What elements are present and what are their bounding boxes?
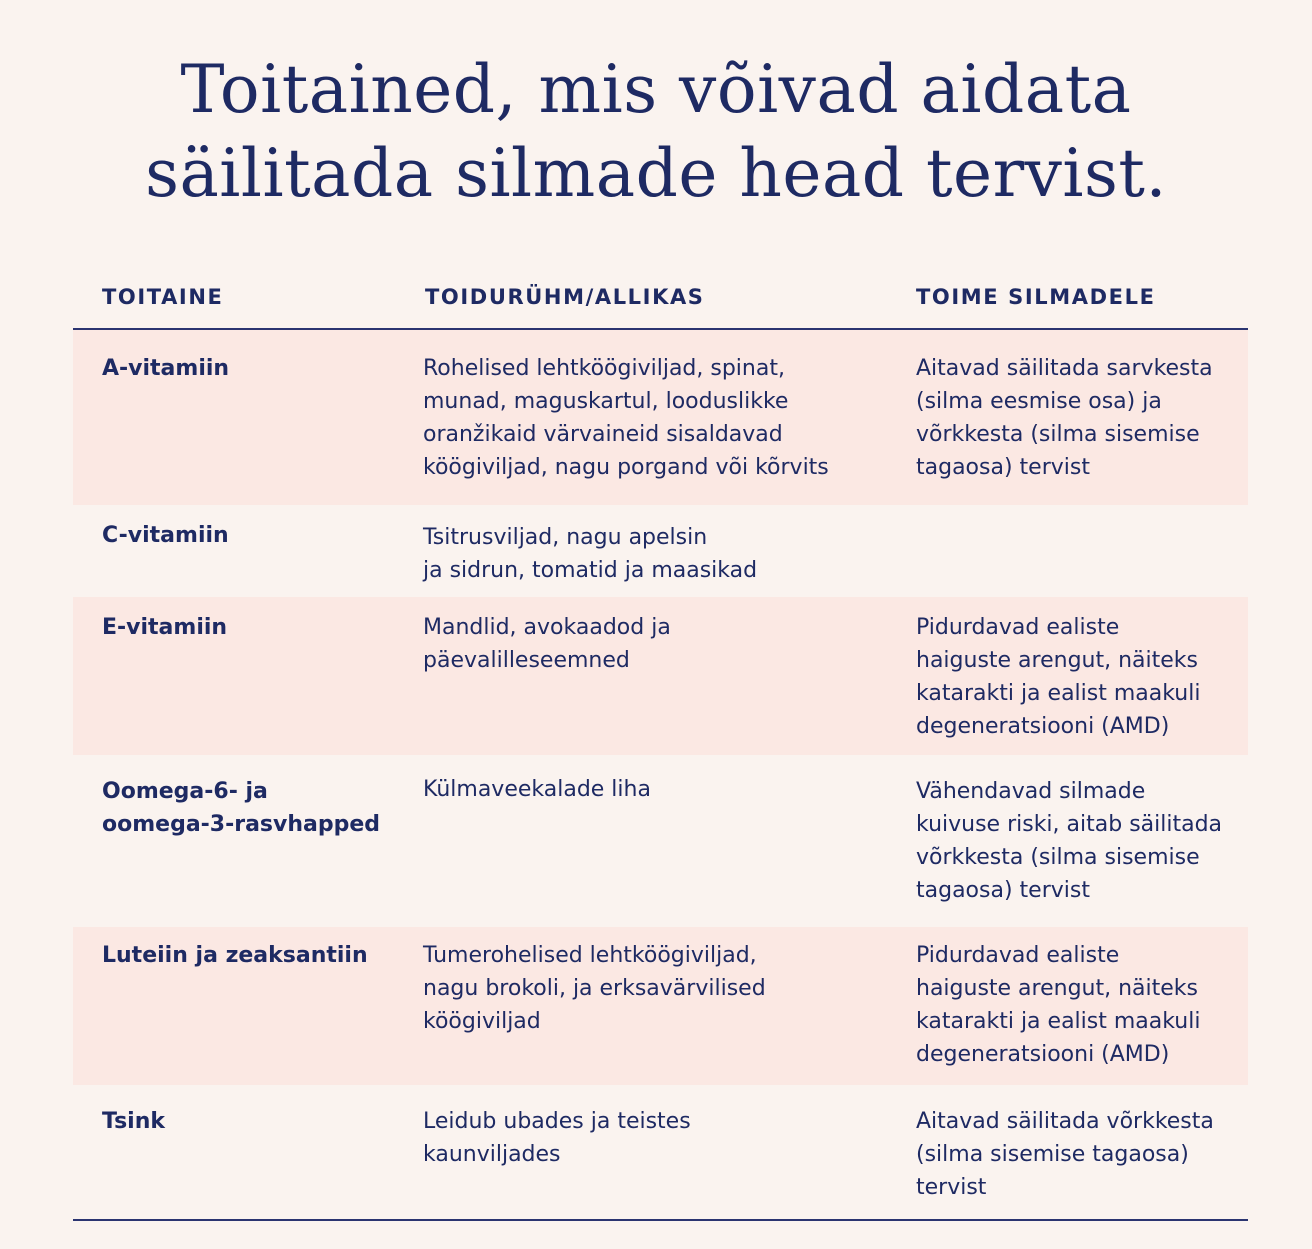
table-row	[73, 330, 1248, 505]
row-effect: Aitavad säilitada sarvkesta (silma eesmise osa) ja võrkkesta (silma sisemise tagaosa) tervist	[916, 356, 1213, 480]
table-row	[73, 1085, 1248, 1219]
row-nutrient: E-vitamiin	[102, 615, 228, 640]
table-row	[73, 927, 1248, 1085]
row-effect: Vähendavad silmade kuivuse riski, aitab säilitada võrkkesta (silma sisemise tagaosa) tervist	[916, 779, 1223, 903]
table-row	[73, 597, 1248, 755]
row-effect: Aitavad säilitada võrkkesta (silma sisemise tagaosa) tervist	[916, 1109, 1214, 1200]
nutrients-table	[73, 270, 1248, 1219]
row-source: Tumerohelised lehtköögiviljad, nagu brokoli, ja erksavärvilised köögiviljad	[423, 943, 766, 1034]
header-source: TOIDURÜHM/ALLIKAS	[425, 285, 705, 309]
row-effect: Pidurdavad ealiste haiguste arengut, näiteks katarakti ja ealist maakuli degeneratsiooni (AMD)	[916, 615, 1201, 739]
row-source: Mandlid, avokaadod ja päevalilleseemned	[423, 615, 671, 673]
page-title-line-1: Toitained, mis võivad aidata	[180, 51, 1132, 128]
table-row	[73, 755, 1248, 927]
table-bottom-rule	[73, 1219, 1248, 1221]
row-nutrient: Oomega-6- ja oomega-3-rasvhapped	[102, 779, 381, 837]
row-nutrient: A-vitamiin	[102, 356, 230, 381]
row-source: Tsitrusviljad, nagu apelsin ja sidrun, tomatid ja maasikad	[423, 525, 758, 583]
row-effect: Pidurdavad ealiste haiguste arengut, näiteks katarakti ja ealist maakuli degeneratsiooni (AMD)	[916, 943, 1201, 1067]
header-nutrient: TOITAINE	[102, 285, 224, 309]
row-source: Leidub ubades ja teistes kaunviljades	[423, 1109, 691, 1167]
header-effect: TOIME SILMADELE	[916, 285, 1156, 309]
row-source: Rohelised lehtköögiviljad, spinat, munad, maguskartul, looduslikke oranžikaid värvaineid sisaldavad köögiviljad, nagu porgand või kõrvits	[423, 356, 829, 480]
row-nutrient: Luteiin ja zeaksantiin	[102, 943, 368, 968]
table-header	[73, 270, 1248, 330]
row-nutrient: Tsink	[102, 1109, 166, 1134]
page-title-line-2: säilitada silmade head tervist.	[145, 135, 1167, 212]
page-title	[0, 48, 1312, 216]
table-row	[73, 505, 1248, 597]
row-source: Külmaveekalade liha	[423, 777, 651, 802]
row-nutrient: C-vitamiin	[102, 523, 229, 548]
